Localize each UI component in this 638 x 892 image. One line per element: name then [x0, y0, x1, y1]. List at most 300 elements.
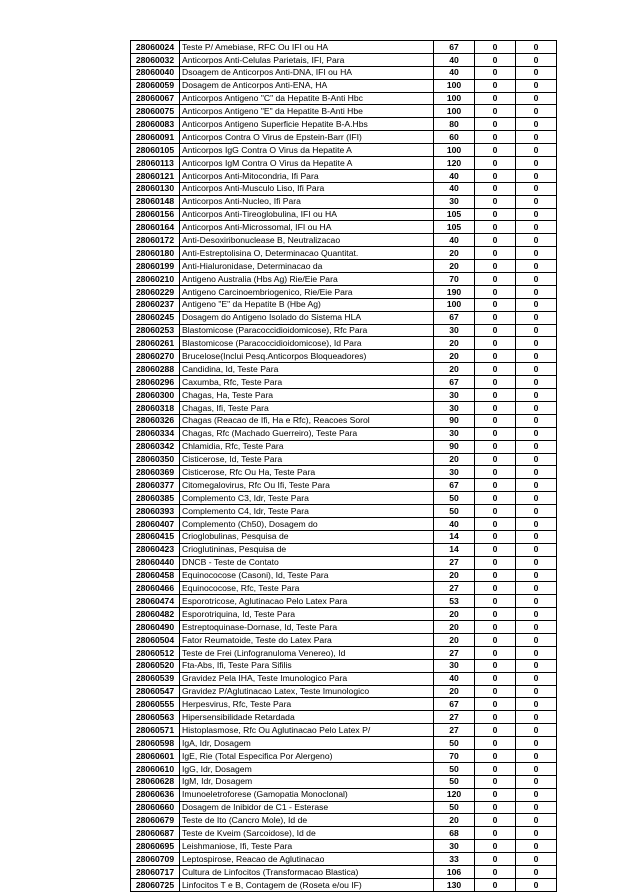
procedure-description-cell: Antigeno Carcinoembriogenico, Rie/Eie Para [180, 285, 434, 298]
value-cell: 0 [475, 762, 516, 775]
table-row [131, 414, 557, 427]
procedure-code-cell: 28060555 [131, 698, 180, 711]
value-cell: 0 [475, 505, 516, 518]
value-cell: 90 [434, 414, 475, 427]
table-row [131, 427, 557, 440]
value-cell: 105 [434, 208, 475, 221]
value-cell: 20 [434, 814, 475, 827]
value-cell: 0 [516, 762, 557, 775]
value-cell: 0 [475, 556, 516, 569]
procedure-description-cell: Gravidez Pela IHA, Teste Imunologico Para [180, 672, 434, 685]
value-cell: 0 [516, 105, 557, 118]
value-cell: 0 [516, 182, 557, 195]
table-row [131, 646, 557, 659]
value-cell: 0 [516, 350, 557, 363]
procedure-description-cell: Dsoagem de Anticorpos Anti-DNA, IFI ou HA [180, 66, 434, 79]
value-cell: 0 [475, 659, 516, 672]
value-cell: 0 [516, 801, 557, 814]
value-cell: 27 [434, 711, 475, 724]
procedure-code-cell: 28060440 [131, 556, 180, 569]
table-row [131, 144, 557, 157]
value-cell: 0 [475, 685, 516, 698]
table-row [131, 878, 557, 891]
table-row [131, 582, 557, 595]
value-cell: 0 [475, 479, 516, 492]
procedure-code-cell: 28060636 [131, 788, 180, 801]
value-cell: 27 [434, 556, 475, 569]
table-row [131, 492, 557, 505]
procedure-description-cell: Anti-Estreptolisina O, Determinacao Quantitat. [180, 247, 434, 260]
procedure-code-cell: 28060423 [131, 543, 180, 556]
procedure-description-cell: Dosagem de Anticorpos Anti-ENA, HA [180, 79, 434, 92]
procedure-description-cell: Fta-Abs, Ifi, Teste Para Sifilis [180, 659, 434, 672]
value-cell: 0 [516, 118, 557, 131]
value-cell: 120 [434, 157, 475, 170]
value-cell: 0 [516, 672, 557, 685]
procedure-description-cell: Teste de Frei (Linfogranuloma Venereo), Id [180, 646, 434, 659]
table-row [131, 389, 557, 402]
value-cell: 0 [475, 260, 516, 273]
value-cell: 30 [434, 389, 475, 402]
procedure-description-cell: Anticorpos Antigeno Superficie Hepatite B-A.Hbs [180, 118, 434, 131]
value-cell: 0 [475, 878, 516, 891]
procedure-table-body [131, 41, 557, 892]
table-row [131, 866, 557, 879]
value-cell: 0 [475, 41, 516, 54]
procedure-description-cell: DNCB - Teste de Contato [180, 556, 434, 569]
value-cell: 50 [434, 492, 475, 505]
value-cell: 0 [475, 118, 516, 131]
value-cell: 40 [434, 66, 475, 79]
procedure-description-cell: Esporotricose, Aglutinacao Pelo Latex Para [180, 595, 434, 608]
procedure-code-cell: 28060083 [131, 118, 180, 131]
table-row [131, 517, 557, 530]
value-cell: 20 [434, 569, 475, 582]
procedure-description-cell: IgG, Idr, Dosagem [180, 762, 434, 775]
table-row [131, 273, 557, 286]
value-cell: 100 [434, 144, 475, 157]
value-cell: 0 [475, 633, 516, 646]
value-cell: 20 [434, 247, 475, 260]
procedure-code-cell: 28060199 [131, 260, 180, 273]
procedure-description-cell: Anticorpos Antigeno "C" da Hepatite B-Anti Hbc [180, 92, 434, 105]
value-cell: 40 [434, 234, 475, 247]
value-cell: 27 [434, 646, 475, 659]
value-cell: 0 [475, 79, 516, 92]
value-cell: 0 [516, 878, 557, 891]
value-cell: 53 [434, 595, 475, 608]
table-row [131, 247, 557, 260]
value-cell: 0 [516, 608, 557, 621]
value-cell: 50 [434, 775, 475, 788]
value-cell: 0 [516, 401, 557, 414]
value-cell: 0 [475, 595, 516, 608]
value-cell: 20 [434, 260, 475, 273]
procedure-description-cell: Chagas (Reacao de Ifi, Ha e Rfc), Reacoes Sorol [180, 414, 434, 427]
procedure-code-cell: 28060415 [131, 530, 180, 543]
value-cell: 30 [434, 659, 475, 672]
value-cell: 0 [475, 724, 516, 737]
procedure-code-cell: 28060059 [131, 79, 180, 92]
value-cell: 0 [516, 131, 557, 144]
value-cell: 0 [475, 376, 516, 389]
procedure-code-cell: 28060040 [131, 66, 180, 79]
procedure-code-cell: 28060350 [131, 453, 180, 466]
value-cell: 0 [475, 466, 516, 479]
procedure-description-cell: Citomegalovirus, Rfc Ou Ifi, Teste Para [180, 479, 434, 492]
procedure-description-cell: Crioglutininas, Pesquisa de [180, 543, 434, 556]
value-cell: 0 [516, 221, 557, 234]
value-cell: 0 [516, 311, 557, 324]
procedure-table [130, 40, 557, 892]
procedure-description-cell: Dosagem de Inibidor de C1 - Esterase [180, 801, 434, 814]
value-cell: 0 [516, 144, 557, 157]
value-cell: 0 [475, 672, 516, 685]
procedure-code-cell: 28060091 [131, 131, 180, 144]
value-cell: 0 [475, 788, 516, 801]
procedure-code-cell: 28060628 [131, 775, 180, 788]
procedure-code-cell: 28060210 [131, 273, 180, 286]
value-cell: 0 [516, 505, 557, 518]
value-cell: 40 [434, 169, 475, 182]
value-cell: 0 [516, 195, 557, 208]
value-cell: 0 [475, 827, 516, 840]
value-cell: 0 [516, 788, 557, 801]
table-row [131, 595, 557, 608]
value-cell: 0 [475, 363, 516, 376]
value-cell: 0 [516, 711, 557, 724]
value-cell: 30 [434, 840, 475, 853]
value-cell: 0 [516, 92, 557, 105]
procedure-code-cell: 28060458 [131, 569, 180, 582]
procedure-description-cell: Linfocitos T e B, Contagem de (Roseta e/ou IF) [180, 878, 434, 891]
procedure-description-cell: Anticorpos Anti-Tireoglobulina, IFI ou HA [180, 208, 434, 221]
procedure-code-cell: 28060679 [131, 814, 180, 827]
value-cell: 0 [516, 389, 557, 402]
value-cell: 0 [475, 866, 516, 879]
value-cell: 100 [434, 92, 475, 105]
procedure-code-cell: 28060474 [131, 595, 180, 608]
value-cell: 0 [475, 53, 516, 66]
value-cell: 0 [516, 157, 557, 170]
procedure-description-cell: Complemento (Ch50), Dosagem do [180, 517, 434, 530]
procedure-description-cell: Leptospirose, Reacao de Aglutinacao [180, 853, 434, 866]
procedure-code-cell: 28060032 [131, 53, 180, 66]
procedure-code-cell: 28060237 [131, 298, 180, 311]
table-row [131, 311, 557, 324]
table-row [131, 775, 557, 788]
value-cell: 0 [475, 492, 516, 505]
procedure-code-cell: 28060695 [131, 840, 180, 853]
table-row [131, 234, 557, 247]
value-cell: 30 [434, 401, 475, 414]
table-row [131, 79, 557, 92]
procedure-code-cell: 28060369 [131, 466, 180, 479]
value-cell: 0 [516, 827, 557, 840]
value-cell: 0 [475, 324, 516, 337]
value-cell: 0 [516, 621, 557, 634]
value-cell: 67 [434, 376, 475, 389]
value-cell: 0 [475, 646, 516, 659]
value-cell: 20 [434, 350, 475, 363]
value-cell: 0 [475, 337, 516, 350]
table-row [131, 479, 557, 492]
value-cell: 0 [475, 543, 516, 556]
procedure-code-cell: 28060130 [131, 182, 180, 195]
value-cell: 67 [434, 479, 475, 492]
table-row [131, 737, 557, 750]
table-row [131, 543, 557, 556]
procedure-code-cell: 28060229 [131, 285, 180, 298]
procedure-description-cell: Antigeno "E" da Hepatite B (Hbe Ag) [180, 298, 434, 311]
table-row [131, 376, 557, 389]
table-row [131, 118, 557, 131]
value-cell: 130 [434, 878, 475, 891]
table-row [131, 131, 557, 144]
value-cell: 0 [516, 633, 557, 646]
value-cell: 0 [516, 273, 557, 286]
procedure-description-cell: Cultura de Linfocitos (Transformacao Blastica) [180, 866, 434, 879]
procedure-code-cell: 28060172 [131, 234, 180, 247]
procedure-description-cell: Anticorpos Antigeno "E" da Hepatite B-Anti Hbe [180, 105, 434, 118]
value-cell: 0 [516, 724, 557, 737]
procedure-description-cell: Fator Reumatoide, Teste do Latex Para [180, 633, 434, 646]
procedure-code-cell: 28060288 [131, 363, 180, 376]
value-cell: 0 [475, 530, 516, 543]
value-cell: 0 [475, 401, 516, 414]
value-cell: 0 [475, 247, 516, 260]
value-cell: 20 [434, 363, 475, 376]
value-cell: 0 [475, 208, 516, 221]
value-cell: 0 [475, 737, 516, 750]
procedure-description-cell: Herpesvirus, Rfc, Teste Para [180, 698, 434, 711]
value-cell: 0 [475, 157, 516, 170]
procedure-code-cell: 28060164 [131, 221, 180, 234]
table-row [131, 440, 557, 453]
value-cell: 0 [475, 749, 516, 762]
procedure-description-cell: Caxumba, Rfc, Teste Para [180, 376, 434, 389]
procedure-code-cell: 28060245 [131, 311, 180, 324]
procedure-code-cell: 28060121 [131, 169, 180, 182]
value-cell: 0 [516, 427, 557, 440]
value-cell: 0 [516, 569, 557, 582]
table-row [131, 182, 557, 195]
procedure-code-cell: 28060709 [131, 853, 180, 866]
value-cell: 100 [434, 298, 475, 311]
table-row [131, 801, 557, 814]
table-row [131, 221, 557, 234]
value-cell: 0 [475, 517, 516, 530]
table-row [131, 814, 557, 827]
value-cell: 0 [475, 105, 516, 118]
procedure-description-cell: Anticorpos Anti-Microssomal, IFI ou HA [180, 221, 434, 234]
procedure-description-cell: Candidina, Id, Teste Para [180, 363, 434, 376]
procedure-description-cell: Anti-Desoxiribonuclease B, Neutralizacao [180, 234, 434, 247]
value-cell: 20 [434, 337, 475, 350]
value-cell: 0 [475, 582, 516, 595]
value-cell: 30 [434, 324, 475, 337]
value-cell: 0 [516, 698, 557, 711]
table-row [131, 505, 557, 518]
value-cell: 20 [434, 633, 475, 646]
value-cell: 0 [516, 169, 557, 182]
value-cell: 67 [434, 311, 475, 324]
procedure-description-cell: Gravidez P/Aglutinacao Latex, Teste Imunologico [180, 685, 434, 698]
value-cell: 0 [475, 195, 516, 208]
value-cell: 0 [516, 595, 557, 608]
table-row [131, 724, 557, 737]
procedure-code-cell: 28060180 [131, 247, 180, 260]
value-cell: 70 [434, 273, 475, 286]
value-cell: 40 [434, 517, 475, 530]
procedure-code-cell: 28060601 [131, 749, 180, 762]
value-cell: 0 [475, 775, 516, 788]
value-cell: 105 [434, 221, 475, 234]
value-cell: 20 [434, 685, 475, 698]
procedure-description-cell: Anti-Hialuronidase, Determinacao da [180, 260, 434, 273]
value-cell: 0 [475, 144, 516, 157]
value-cell: 14 [434, 543, 475, 556]
table-row [131, 53, 557, 66]
procedure-code-cell: 28060407 [131, 517, 180, 530]
value-cell: 80 [434, 118, 475, 131]
table-row [131, 685, 557, 698]
procedure-description-cell: Equinococose, Rfc, Teste Para [180, 582, 434, 595]
value-cell: 120 [434, 788, 475, 801]
procedure-description-cell: Anticorpos Contra O Virus de Epstein-Barr (IFI) [180, 131, 434, 144]
value-cell: 0 [475, 814, 516, 827]
value-cell: 33 [434, 853, 475, 866]
procedure-code-cell: 28060504 [131, 633, 180, 646]
value-cell: 0 [516, 543, 557, 556]
value-cell: 0 [516, 775, 557, 788]
value-cell: 14 [434, 530, 475, 543]
value-cell: 0 [516, 479, 557, 492]
value-cell: 67 [434, 698, 475, 711]
procedure-code-cell: 28060466 [131, 582, 180, 595]
value-cell: 30 [434, 427, 475, 440]
value-cell: 0 [516, 260, 557, 273]
table-row [131, 762, 557, 775]
procedure-description-cell: IgM, Idr, Dosagem [180, 775, 434, 788]
value-cell: 0 [475, 273, 516, 286]
procedure-code-cell: 28060253 [131, 324, 180, 337]
procedure-code-cell: 28060393 [131, 505, 180, 518]
value-cell: 50 [434, 505, 475, 518]
value-cell: 0 [516, 79, 557, 92]
procedure-code-cell: 28060270 [131, 350, 180, 363]
value-cell: 0 [516, 853, 557, 866]
procedure-description-cell: Chlamidia, Rfc, Teste Para [180, 440, 434, 453]
procedure-code-cell: 28060610 [131, 762, 180, 775]
value-cell: 0 [516, 814, 557, 827]
table-row [131, 298, 557, 311]
value-cell: 0 [475, 711, 516, 724]
table-row [131, 195, 557, 208]
table-row [131, 556, 557, 569]
value-cell: 20 [434, 453, 475, 466]
value-cell: 0 [475, 427, 516, 440]
value-cell: 0 [516, 466, 557, 479]
procedure-code-cell: 28060105 [131, 144, 180, 157]
value-cell: 0 [475, 801, 516, 814]
value-cell: 40 [434, 182, 475, 195]
value-cell: 0 [475, 698, 516, 711]
procedure-code-cell: 28060261 [131, 337, 180, 350]
procedure-code-cell: 28060520 [131, 659, 180, 672]
procedure-code-cell: 28060342 [131, 440, 180, 453]
procedure-code-cell: 28060563 [131, 711, 180, 724]
value-cell: 0 [475, 311, 516, 324]
procedure-code-cell: 28060075 [131, 105, 180, 118]
value-cell: 0 [516, 646, 557, 659]
value-cell: 0 [516, 298, 557, 311]
table-row [131, 633, 557, 646]
procedure-code-cell: 28060334 [131, 427, 180, 440]
procedure-code-cell: 28060156 [131, 208, 180, 221]
value-cell: 0 [516, 453, 557, 466]
value-cell: 0 [475, 440, 516, 453]
value-cell: 190 [434, 285, 475, 298]
value-cell: 0 [475, 389, 516, 402]
value-cell: 0 [516, 582, 557, 595]
table-row [131, 363, 557, 376]
value-cell: 0 [516, 556, 557, 569]
procedure-code-cell: 28060385 [131, 492, 180, 505]
value-cell: 0 [516, 414, 557, 427]
procedure-description-cell: Dosagem do Antigeno Isolado do Sistema HLA [180, 311, 434, 324]
procedure-code-cell: 28060725 [131, 878, 180, 891]
value-cell: 0 [475, 182, 516, 195]
table-row [131, 466, 557, 479]
value-cell: 50 [434, 762, 475, 775]
procedure-description-cell: Esporotriquina, Id, Teste Para [180, 608, 434, 621]
table-row [131, 711, 557, 724]
table-row [131, 41, 557, 54]
value-cell: 0 [516, 324, 557, 337]
value-cell: 50 [434, 737, 475, 750]
value-cell: 0 [475, 608, 516, 621]
procedure-description-cell: IgE, Rie (Total Especifica Por Alergeno) [180, 749, 434, 762]
procedure-description-cell: Antigeno Australia (Hbs Ag) Rie/Eie Para [180, 273, 434, 286]
value-cell: 20 [434, 621, 475, 634]
procedure-description-cell: Teste de Kveim (Sarcoidose), Id de [180, 827, 434, 840]
value-cell: 0 [475, 234, 516, 247]
procedure-description-cell: Complemento C4, Idr, Teste Para [180, 505, 434, 518]
procedure-description-cell: Chagas, Rfc (Machado Guerreiro), Teste Para [180, 427, 434, 440]
table-row [131, 169, 557, 182]
value-cell: 100 [434, 105, 475, 118]
table-row [131, 66, 557, 79]
table-row [131, 788, 557, 801]
procedure-description-cell: Histoplasmose, Rfc Ou Aglutinacao Pelo Latex P/ [180, 724, 434, 737]
procedure-code-cell: 28060717 [131, 866, 180, 879]
procedure-description-cell: Anticorpos Anti-Musculo Liso, Ifi Para [180, 182, 434, 195]
procedure-code-cell: 28060113 [131, 157, 180, 170]
value-cell: 27 [434, 724, 475, 737]
procedure-code-cell: 28060512 [131, 646, 180, 659]
value-cell: 0 [516, 337, 557, 350]
table-row [131, 337, 557, 350]
procedure-code-cell: 28060539 [131, 672, 180, 685]
value-cell: 106 [434, 866, 475, 879]
value-cell: 0 [516, 840, 557, 853]
procedure-description-cell: Anticorpos IgG Contra O Virus da Hepatite A [180, 144, 434, 157]
value-cell: 0 [475, 221, 516, 234]
table-row [131, 92, 557, 105]
value-cell: 30 [434, 195, 475, 208]
table-row [131, 749, 557, 762]
